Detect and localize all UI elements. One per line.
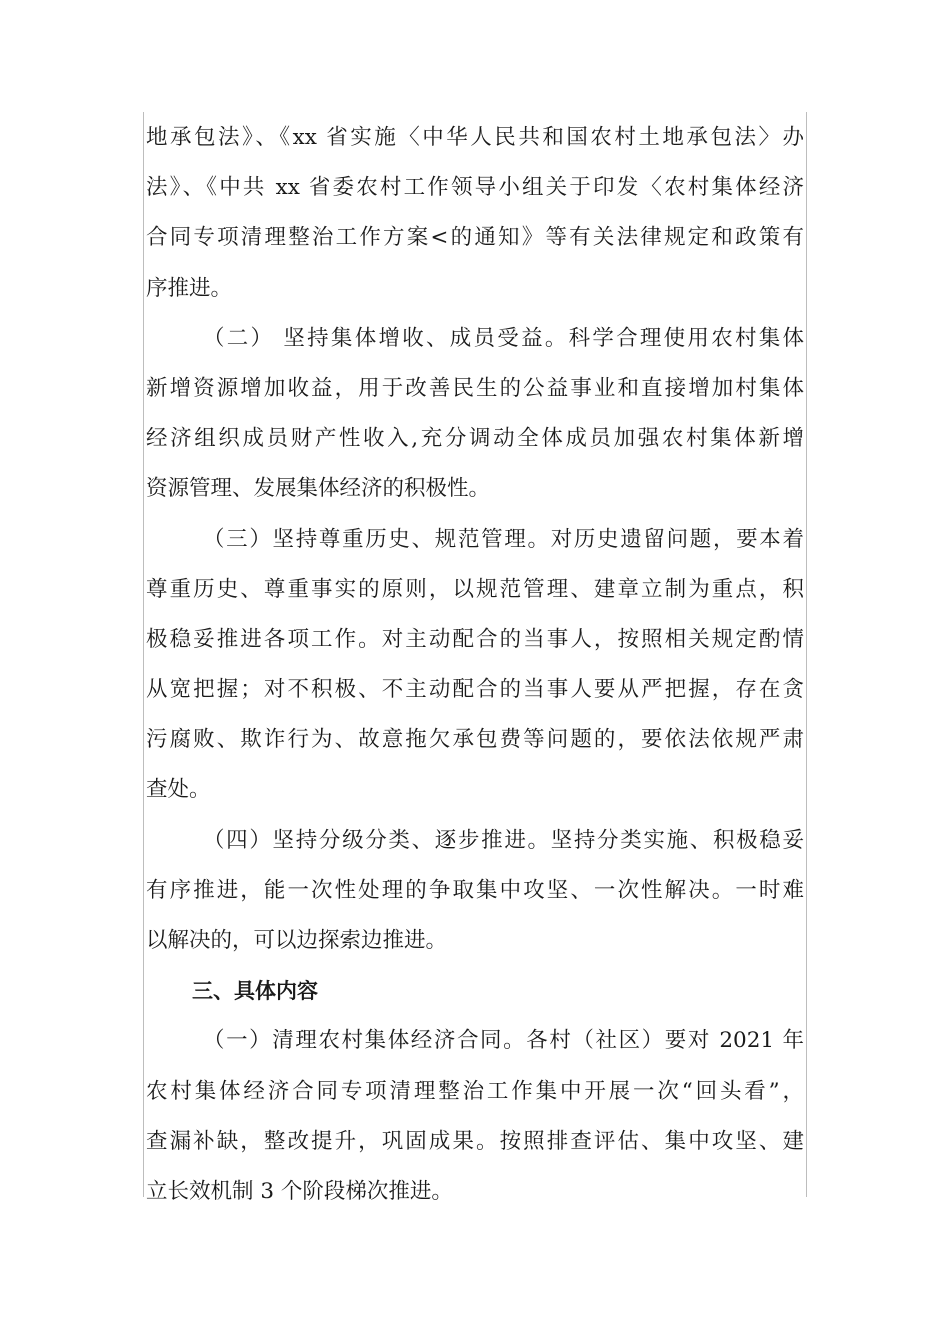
text-line: 以解决的，可以边探索边推进。 <box>146 928 448 953</box>
text-line: 法》、《中共 xx 省委农村工作领导小组关于印发〈农村集体经济 <box>146 175 804 201</box>
text-line: 查漏补缺，整改提升，巩固成果。按照排查评估、集中攻坚、建 <box>146 1128 804 1154</box>
text-line: 尊重历史、尊重事实的原则，以规范管理、建章立制为重点，积 <box>146 576 804 602</box>
text-line: 合同专项清理整治工作方案<的通知》等有关法律规定和政策有 <box>146 225 804 251</box>
page-left-border <box>143 112 144 1197</box>
paragraph-start-line: （二） 坚持集体增收、成员受益。科学合理使用农村集体 <box>203 325 804 351</box>
page-right-border <box>806 112 807 1197</box>
section-heading: 三、具体内容 <box>192 979 318 1004</box>
text-line: 新增资源增加收益，用于改善民生的公益事业和直接增加村集体 <box>146 375 804 401</box>
text-line: 污腐败、欺诈行为、故意拖欠承包费等问题的，要依法依规严肃 <box>146 727 804 753</box>
paragraph-start-line: （三）坚持尊重历史、规范管理。对历史遗留问题，要本着 <box>203 526 804 552</box>
text-line: 地承包法》、《xx 省实施〈中华人民共和国农村土地承包法〉办 <box>146 125 804 150</box>
paragraph-start-line: （四）坚持分级分类、逐步推进。坚持分类实施、积极稳妥 <box>203 827 804 853</box>
text-line: 查处。 <box>146 777 211 803</box>
text-line: 资源管理、发展集体经济的积极性。 <box>146 476 491 502</box>
text-line: 农村集体经济合同专项清理整治工作集中开展一次“回头看”， <box>146 1078 804 1104</box>
document-body <box>146 113 804 1217</box>
text-line: 序推进。 <box>146 275 233 301</box>
paragraph-start-line: （一）清理农村集体经济合同。各村（社区）要对 2021 年 <box>203 1028 804 1054</box>
text-line: 有序推进，能一次性处理的争取集中攻坚、一次性解决。一时难 <box>146 877 804 903</box>
text-line: 从宽把握；对不积极、不主动配合的当事人要从严把握，存在贪 <box>146 677 804 703</box>
text-line: 经济组织成员财产性收入,充分调动全体成员加强农村集体新增 <box>146 426 804 452</box>
text-line: 立长效机制 3 个阶段梯次推进。 <box>146 1178 453 1204</box>
text-line: 极稳妥推进各项工作。对主动配合的当事人，按照相关规定酌情 <box>146 626 804 652</box>
